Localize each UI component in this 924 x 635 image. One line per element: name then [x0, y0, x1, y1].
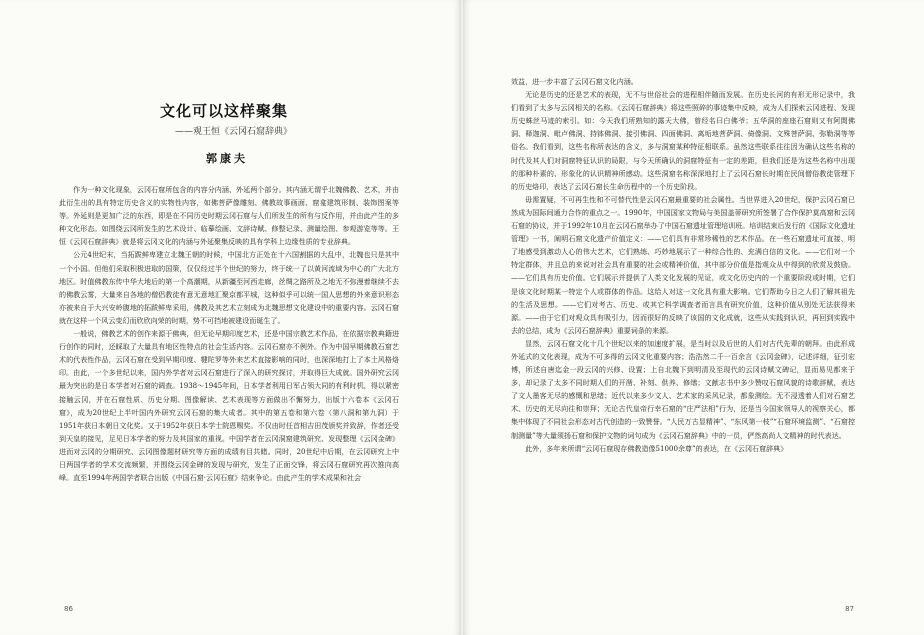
paragraph: 作为一种文化现象，云冈石窟所包含的内容分内涵、外延两个部分。其内涵无谓乎北魏佛教、艺术，并由此衍生出的具有特定历史含义的实物性内容，如佛菩萨像雕刻、佛教故事画面、窟龛建筑形制、装饰图案等等。外延则是更加广泛的东西，即是在不同历史时期云冈石窟与人们所发生的所有与反作用，并由此产生的多种文化形态。如围绕云冈所发生的艺术设计、临摹绘画、文辞诗赋、修整记录、测量绘图、参观游览等等。王恒《云冈石窟辞典》就是将云冈文化的内涵与外延聚集反映的具有学科上边缘性质的专业辞典。 — [59, 185, 399, 247]
paragraph: 公元4世纪末，当拓跋鲜卑建立北魏王朝的时候，中国北方正处在十六国割据的大乱中，北魏也只是其中一个小国。但他们采取积极进取的国策，仅仅经过半个世纪的努力，终于统一了以黄河流域为中心的广大北方地区。时值佛教东传中华大地后的第一个高潮期，从新疆至河西走廊，丝绸之路所及之地无不弥漫着继续不去的佛教云雾，大量来自各地的僧侣教徒有意无意地汇聚京都平城，这种似乎可以统一国人思想的外来意识形态亦被来自于大兴安岭腹地的拓跋鲜卑采用，佛教及其艺术立刻成为北魏思想文化建设中的重要内容。云冈石窟就在这样一个风云变幻而欣欣向荣的时期，势不可挡地被建设而诞生了。 — [59, 250, 399, 325]
page-number: 86 — [64, 605, 73, 613]
author-name: 郭康夫 — [206, 152, 248, 165]
paragraph: 一般说，佛教艺术的创作来源于佛典，但无论早期印度艺术，还是中国宗教艺术作品，在依据宗教典籍进行创作的同时，还睬取了大量具有地区性特点的社会生活内容。云冈石窟亦不例外。作为中国早期佛教石窟艺术的代表性作品，云冈石窟在受到早期印度、犍陀罗等外来艺术直接影响的同时，也深深地打上了本土风格烙印。由此，一个多世纪以来，国内外学者对云冈石窟进行了深入的研究探讨，并取得巨大成就。国外研究云冈最为突出的是日本学者对石窟的调查。1938～1945年间，日本学者利用日军占领大同的有利时机，得以紧密接触云冈，并在石窟性质、历史分期、图像解读、艺术表现等方面做出不懈努力，出版十六卷本《云冈石窟》，成为20世纪上半叶国内外研究云冈石窟的集大成者。其中的第五卷和第六卷（第八洞和第九洞）于1951年获日本朝日文化奖。又于1952年获日本学士院恩赐奖。不仅由时任首相吉田茂颁奖并致辞，作者还受到天皇的接见，足见日本学者的努力及其国家的重视。中国学者在云冈洞窟建筑研究、发现整理《云冈金碑》进而对云冈的分期研究、云冈图像题材研究等方面的成绩有目共睹。同时，20世纪中后期，在云冈研究上中日两国学者的学术交流频繁，并围绕云冈金碑的发现与研究，发生了正面交锋，将云冈石窟研究再次推向高峰。直至1994年两国学者联合出版《中国石窟·云冈石窟》结束争论。由此产生的学术成果和社会 — [59, 329, 399, 483]
article-subtitle: ——观王恒《云冈石窟辞典》 — [175, 127, 293, 137]
right-page — [463, 0, 924, 635]
paragraph: 显然，云冈石窟文化十几个世纪以来的加速度扩展，是当时以及后世的人们对古代先辈的朝拜。由此形成外延式的文化表现，成为不可多得的云冈文化重要内容；浩浩然二千一百余言《云冈金碑》，记述详细，征引宏博，所述自唐迄金一段云冈的兴修、设置；上自北魏下到明清及至现代的云冈诗赋文碑记，显而易见都来于多，却记录了太多不同时期人们的开凿、补刻、供养、修缮；文献志书中多少赞叹石窟风貌的诗歌辞赋，表达了文人墨客无尽的感慨和思绪；近代以来多少文人、艺术家的采风记录，都象测绘。无不浸透着人们对石窟艺术、历史的无尽向往和崇拜；无论古代皇帝行幸石窟的“庄严法相”行为，还是当今国家领导人的视察关心，都集中体现了不同社会形态对古代创造的一致赞誉。“人民万古显精神”、“东风第一枝”“石窟环境监测”、“石窟控制测量”等大量须扬石窟和保护文物的词句成为《云冈石窟辞典》中的一员，俨然高尚人文精神的时代表达。 — [511, 338, 855, 440]
paragraph: 毋需置疑，不可再生性和不可替代性是云冈石窟最重要的社会属性。当世界进入20世纪，保护云冈石窟已然成为国际间通力合作的重点之一。1990年，中国国家文物局与美国盖蒂研究所签署了合作保护莫高窟和云冈石窟的协议，并于1992年10月在云冈石窟举办了中国石窟遗址管理培训班。培训结束后发行的《国际文化遗址管理》一书，阐明石窟文化遗产价值定义：——它们具有非常珍稀性的艺术作品。在一些石窟遗址可直接、明了地感受到激动人心的伟大艺术，它们熟练、巧妙地展示了一种综合性的、充满白信的文化。——它们对一个特定群体，并且总的来说对社会具有重要的社会或精神价值，其中部分价值是指观众从中得到的欣赏及鼓励。——它们具有历史价值。它们展示并提供了人类文化发展的见证，或文化历史内的一个重要阶段或时期，它们是该文化时期某一特定个人或群体的作品。这给人对这一文化具有重大影响。它们帮助今日之人们了解其祖先的生活及思想。——它们对考古、历史、或其它科学调查者而言具有研究价值，这种价值从别处无法获得来源。——由于它们对观众具有吸引力，因而很好的反映了该国的文化成就，这些从实践到认识，再回到实践中去的总结，成为《云冈石窟辞典》重要词条的来源。 — [511, 194, 855, 335]
left-body-text — [59, 183, 399, 573]
paragraph: 此外，多年来所谓“云冈石窟现存佛教造像51000余尊”的表达，在《云冈石窟辞典》 — [525, 443, 788, 453]
paragraph: 效益，进一步丰富了云冈石窟文化内涵。 — [511, 77, 638, 86]
page-number: 87 — [845, 605, 854, 613]
paragraph: 无论是历史的还是艺术的表现，无不与世俗社会的进程相伴随而发展。在历史长河的有形无形记录中，我们看到了太多与云冈相关的名称。《云冈石窟辞典》将这些照碎的事迹集中反映，成为人们探索云冈进程、发现历史蛛丝马迹的索引。如：今天我们所熟知的露天大佛，曾经名曰白佛爷；五华洞的座座石窟则又有阿閦佛洞、释迦洞、毗卢佛洞、持钵佛洞、接引佛洞、四面佛洞、离垢地菩萨洞、倚像洞、文殊菩萨洞、弥勒洞等等俗名。我们看到，这些名称所表达的含义，多与洞窟某种特征相联系。虽然这些联系往往因为确认这些名称的时代及其人们对洞窟特征认识的局限，与今天所确认的洞窟特征有一定的差距，但我们还是为这些名称中出现的那种朴素的、形象化的认识精神所感动。这些洞窟名称深深地打上了云冈石窟长时期在民间僧俗教徒管理下的历史烙印，表达了云冈石窟长生命历程中的一个历史阶段。 — [511, 90, 855, 191]
left-page — [0, 0, 461, 635]
right-body-text — [511, 75, 855, 611]
article-title: 文化可以这样聚集 — [160, 102, 289, 120]
